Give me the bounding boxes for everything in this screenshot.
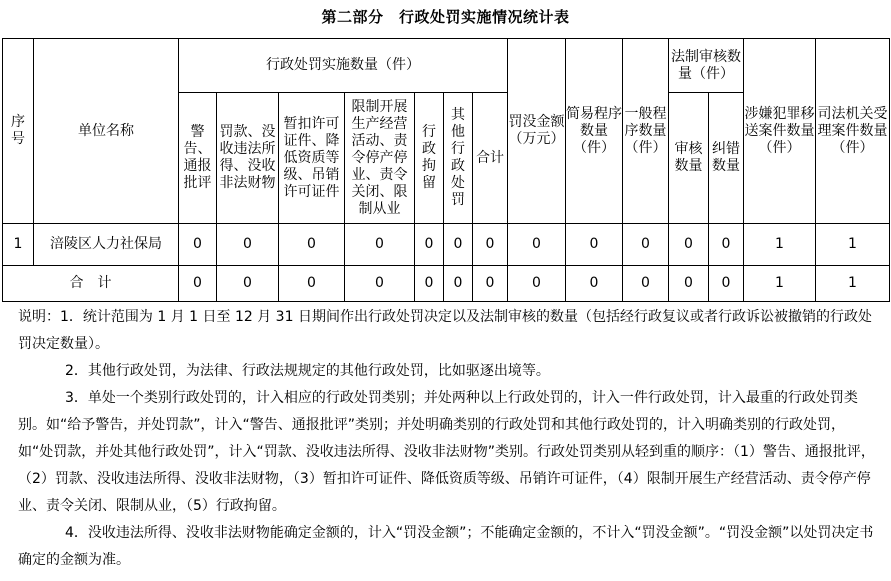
page-title: 第二部分 行政处罚实施情况统计表 xyxy=(321,8,570,26)
cell-other-penalty: 0 xyxy=(444,224,473,266)
total-fine-confiscation: 0 xyxy=(217,266,279,302)
total-total: 0 xyxy=(473,266,508,302)
cell-warning: 0 xyxy=(179,224,217,266)
header-general-procedure: 一般程序数量（件） xyxy=(623,39,669,224)
cell-criminal-transfer: 1 xyxy=(744,224,816,266)
cell-license-suspension: 0 xyxy=(279,224,345,266)
total-review-count: 0 xyxy=(669,266,709,302)
row-seq: 1 xyxy=(3,224,34,266)
cell-detention: 0 xyxy=(415,224,444,266)
row-unit-name: 涪陵区人力社保局 xyxy=(34,224,179,266)
statistics-table xyxy=(2,38,890,302)
total-fine-amount: 0 xyxy=(508,266,566,302)
total-criminal-transfer: 1 xyxy=(744,266,816,302)
total-business-restriction: 0 xyxy=(345,266,415,302)
header-license-suspension: 暂扣许可证件、降低资质等级、吊销许可证件 xyxy=(279,93,345,224)
note-4: 4．没收违法所得、没收非法财物能确定金额的，计入“罚没金额”；不能确定金额的，不计入“罚没金额”。“罚没金额”以处罚决定书确定的金额为准。 xyxy=(18,525,874,568)
header-seq: 序号 xyxy=(3,39,34,224)
header-review-count: 审核数量 xyxy=(669,93,709,224)
total-row xyxy=(3,266,890,302)
cell-fine-confiscation: 0 xyxy=(217,224,279,266)
total-license-suspension: 0 xyxy=(279,266,345,302)
note-2: 2．其他行政处罚，为法律、行政法规规定的其他行政处罚，比如驱逐出境等。 xyxy=(65,363,550,379)
cell-review-count: 0 xyxy=(669,224,709,266)
total-detention: 0 xyxy=(415,266,444,302)
header-criminal-transfer: 涉嫌犯罪移送案件数量（件） xyxy=(744,39,816,224)
header-simple-procedure: 简易程序数量（件） xyxy=(566,39,623,224)
cell-correction-count: 0 xyxy=(709,224,744,266)
header-warning: 警告、通报批评 xyxy=(179,93,217,224)
header-fine-amount: 罚没金额（万元） xyxy=(508,39,566,224)
notes-section xyxy=(18,304,880,574)
header-fine-confiscation: 罚款、没收违法所得、没收非法财物 xyxy=(217,93,279,224)
total-warning: 0 xyxy=(179,266,217,302)
total-label: 合 计 xyxy=(3,266,179,302)
cell-total: 0 xyxy=(473,224,508,266)
total-general-procedure: 0 xyxy=(623,266,669,302)
header-total: 合计 xyxy=(473,93,508,224)
total-simple-procedure: 0 xyxy=(566,266,623,302)
cell-judicial-accept: 1 xyxy=(816,224,890,266)
header-business-restriction: 限制开展生产经营活动、责令停产停业、责令关闭、限制从业 xyxy=(345,93,415,224)
note-1: 说明：1．统计范围为 1 月 1 日至 12 月 31 日期间作出行政处罚决定以及法制审核的数量（包括经行政复议或者行政诉讼被撤销的行政处罚决定数量）。 xyxy=(18,309,872,352)
header-unit-name: 单位名称 xyxy=(34,39,179,224)
cell-simple-procedure: 0 xyxy=(566,224,623,266)
cell-fine-amount: 0 xyxy=(508,224,566,266)
header-detention: 行政拘留 xyxy=(415,93,444,224)
total-other-penalty: 0 xyxy=(444,266,473,302)
note-3: 3．单处一个类别行政处罚的，计入相应的行政处罚类别；并处两种以上行政处罚的，计入一件行政处罚，计入最重的行政处罚类别。如“给予警告，并处罚款”，计入“警告、通报批评”类别；并处明确类别的行政处罚和其他行政处罚的，计入明确类别的行政处罚，如“处罚款，并处其他行政处罚”，计入“罚款、没收违法所得、没收非法财物”类别。行政处罚类别从轻到重的顺序：（1）警告、通报批评，（2）罚款、没收违法所得、没收非法财物，（3）暂扣许可证件、降低资质等级、吊销许可证件，（4）限制开展生产经营活动、责令停产停业、责令关闭、限制从业，（5）行政拘留。 xyxy=(18,390,875,514)
header-correction-count: 纠错数量 xyxy=(709,93,744,224)
header-other-penalty: 其他行政处罚 xyxy=(444,93,473,224)
total-judicial-accept: 1 xyxy=(816,266,890,302)
header-legal-review-group: 法制审核数量（件） xyxy=(669,39,744,93)
cell-general-procedure: 0 xyxy=(623,224,669,266)
header-judicial-accept: 司法机关受理案件数量（件） xyxy=(816,39,890,224)
cell-business-restriction: 0 xyxy=(345,224,415,266)
total-correction-count: 0 xyxy=(709,266,744,302)
table-row xyxy=(3,224,890,266)
header-penalty-count-group: 行政处罚实施数量（件） xyxy=(179,39,508,93)
